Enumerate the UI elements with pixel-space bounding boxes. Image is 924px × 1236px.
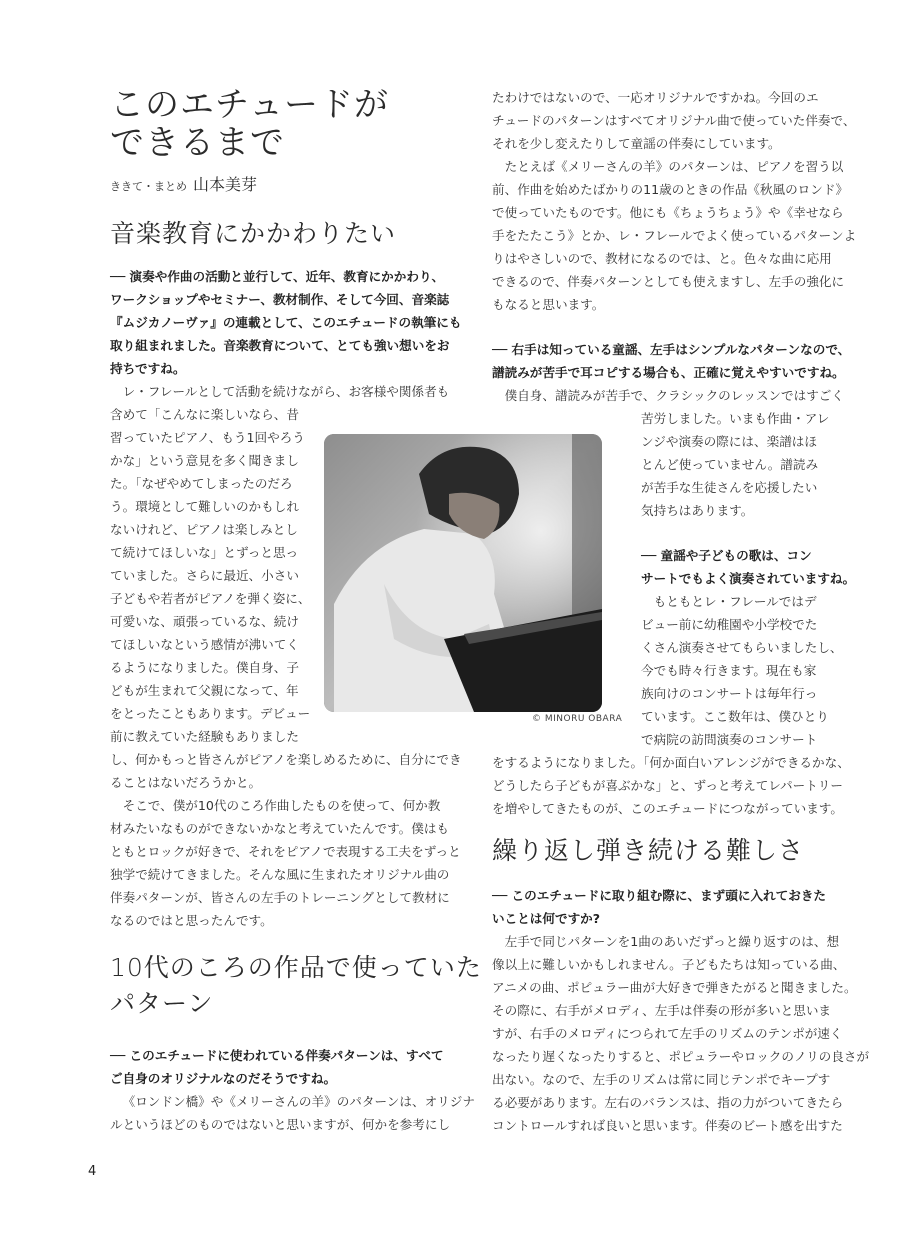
text-line: すが、右手のメロディにつられて左手のリズムのテンポが速く (492, 1026, 843, 1041)
section-heading-music-education: 音楽教育にかかわりたい (110, 219, 397, 248)
interview-question (492, 884, 826, 930)
text-line: ルというほどのものではないと思いますが、何かを参考にし (110, 1117, 451, 1132)
text-line: ワークショップやセミナー、教材制作、そして今回、音楽誌 (110, 292, 450, 307)
text-line: できるので、伴奏パターンとしても使えますし、左手の強化に (492, 274, 845, 289)
text-line: 持ちですね。 (110, 361, 186, 376)
text-line: チュードのパターンはすべてオリジナル曲で使っていた伴奏で、 (492, 113, 856, 128)
text-line: 手をたたこう》とか、レ・フレールでよく使っているパターンよ (492, 228, 857, 243)
text-line: ていました。さらに最近、小さい (110, 568, 299, 583)
text-line: 可愛いな、頑張っているな、続け (110, 614, 299, 629)
text-line: いことは何ですか? (492, 911, 601, 926)
text-line: 族向けのコンサートは毎年行っ (641, 686, 818, 701)
text-line: ビュー前に幼稚園や小学校でた (641, 617, 818, 632)
text-line: し、何かもっと皆さんがピアノを楽しめるために、自分にでき (110, 752, 462, 767)
text-line: 材みたいなものができないかなと考えていたんです。僕はも (110, 821, 450, 836)
body-paragraph (110, 380, 449, 403)
text-line: なったり遅くなったりすると、ポピュラーやロックのノリの良さが (492, 1049, 870, 1064)
text-line: 『ムジカノーヴァ』の連載として、このエチュードの執筆にも (110, 315, 462, 330)
interview-question (110, 1044, 444, 1090)
text-line: る必要があります。左右のバランスは、指の力がついてきたら (492, 1095, 844, 1110)
text-line: をするようになりました。「何か面白いアレンジができるかな、 (492, 755, 850, 770)
text-line: をとったこともあります。デビュー (110, 706, 311, 721)
text-line: なるのではと思ったんです。 (110, 913, 273, 928)
heading-line: 10代のころの作品で使っていた (110, 953, 482, 982)
text-line: ることはないだろうかと。 (110, 775, 262, 790)
article-title (110, 86, 470, 162)
text-line: 習っていたピアノ、もう1回やろう (110, 430, 305, 445)
body-paragraph-wrap (110, 403, 311, 748)
text-line: ── 童謡や子どもの歌は、コン (641, 548, 812, 563)
text-line: ともとロックが好きで、それをピアノで表現する工夫をずっと (110, 844, 461, 859)
text-line: くさん演奏させてもらいましたし、 (641, 640, 843, 655)
text-line: もなると思います。 (492, 297, 605, 312)
text-line: ── このエチュードに取り組む際に、まず頭に入れておきた (492, 888, 827, 903)
body-paragraph (492, 930, 869, 1137)
text-line: りはやさしいので、教材になるのでは、と。色々な曲に応用 (492, 251, 832, 266)
text-line: 像以上に難しいかもしれません。子どもたちは知っている曲、 (492, 957, 846, 972)
body-paragraph (492, 86, 855, 155)
text-line: かな」という意見を多く聞きまし (110, 453, 299, 468)
text-line: 《ロンドン橋》や《メリーさんの羊》のパターンは、オリジナ (122, 1094, 475, 1109)
body-paragraph (492, 751, 850, 820)
byline-name: 山本美芽 (193, 175, 258, 194)
text-line: 僕自身、譜読みが苦手で、クラシックのレッスンではすごく (504, 388, 844, 403)
section-heading-teenage-patterns (110, 950, 482, 1022)
body-paragraph-wrap (641, 590, 843, 751)
body-paragraph-wrap (641, 407, 829, 522)
title-line: できるまで (110, 123, 285, 163)
text-line: 子どもや若者がピアノを弾く姿に、 (110, 591, 311, 606)
body-paragraph (492, 384, 844, 407)
text-line: とんど使っていません。譜読み (641, 457, 819, 472)
body-paragraph (492, 155, 856, 316)
text-line: たとえば《メリーさんの羊》のパターンは、ピアノを習う以 (504, 159, 844, 174)
text-line: 取り組まれました。音楽教育について、とても強い想いをお (110, 338, 450, 353)
text-line: もともとレ・フレールではデ (653, 594, 817, 609)
text-line: 伴奏パターンが、皆さんの左手のトレーニングとして教材に (110, 890, 450, 905)
text-line: 気持ちはあります。 (641, 503, 754, 518)
text-line: ています。ここ数年は、僕ひとり (641, 709, 829, 724)
text-line: るようになりました。僕自身、子 (110, 660, 299, 675)
interview-question (641, 544, 855, 590)
text-line: ── 右手は知っている童謡、左手はシンプルなパターンなので、 (492, 342, 851, 357)
text-line: て続けてほしいな」とずっと思っ (110, 545, 299, 560)
title-line: このエチュードが (110, 85, 389, 125)
text-line: ── 演奏や作曲の活動と並行して、近年、教育にかかわり、 (110, 269, 445, 284)
section-heading-repetition: 繰り返し弾き続ける難しさ (492, 836, 805, 865)
text-line: 譜読みが苦手で耳コピする場合も、正確に覚えやすいですね。 (492, 365, 845, 380)
byline-role: ききて・まとめ (110, 180, 187, 193)
page-number: 4 (88, 1164, 97, 1179)
text-line: コントロールすれば良いと思います。伴奏のビート感を出すた (492, 1118, 843, 1133)
text-line: 苦労しました。いまも作曲・アレ (641, 411, 830, 426)
text-line: 出ない。なので、左手のリズムは常に同じテンポでキープす (492, 1072, 831, 1087)
body-paragraph (110, 748, 462, 794)
text-line: た。「なぜやめてしまったのだろ (110, 476, 293, 491)
text-line: そこで、僕が10代のころ作曲したものを使って、何か教 (122, 798, 441, 813)
byline (110, 172, 257, 195)
interview-question (492, 338, 850, 384)
text-line: 前、作曲を始めたばかりの11歳のときの作品《秋風のロンド》 (492, 182, 849, 197)
text-line: 前に教えていた経験もありました (110, 729, 299, 744)
text-line: その際に、右手がメロディ、左手は伴奏の形が多いと思いま (492, 1003, 832, 1018)
photo-credit: © MINORU OBARA (532, 714, 623, 724)
text-line: それを少し変えたりして童謡の伴奏にしています。 (492, 136, 781, 151)
text-line: ないけれど、ピアノは楽しみとし (110, 522, 298, 537)
text-line: が苦手な生徒さんを応援したい (641, 480, 818, 495)
interview-question (110, 265, 462, 380)
text-line: ご自身のオリジナルなのだそうですね。 (110, 1071, 337, 1086)
heading-line: パターン (110, 989, 214, 1018)
text-line: てほしいなという感情が沸いてく (110, 637, 299, 652)
text-line: 今でも時々行きます。現在も家 (641, 663, 817, 678)
photo-illustration (324, 434, 602, 712)
text-line: たわけではないので、一応オリジナルですかね。今回のエ (492, 90, 819, 105)
text-line: を増やしてきたものが、このエチュードにつながっています。 (492, 801, 843, 816)
text-line: レ・フレールとして活動を続けながら、お客様や関係者も (122, 384, 450, 399)
text-line: どうしたら子どもが喜ぶかな」と、ずっと考えてレパートリー (492, 778, 843, 793)
body-paragraph (110, 794, 461, 932)
text-line: ンジや演奏の際には、楽譜はほ (641, 434, 817, 449)
text-line: ── このエチュードに使われている伴奏パターンは、すべて (110, 1048, 444, 1063)
text-line: アニメの曲、ポピュラー曲が大好きで弾きたがると聞きました。 (492, 980, 857, 995)
text-line: う。環境として難しいのかもしれ (110, 499, 299, 514)
text-line: 含めて「こんなに楽しいなら、昔 (110, 407, 299, 422)
text-line: で使っていたものです。他にも《ちょうちょう》や《幸せなら (492, 205, 844, 220)
text-line: で病院の訪問演奏のコンサート (641, 732, 818, 747)
text-line: どもが生まれて父親になって、年 (110, 683, 299, 698)
pianist-photo (324, 434, 602, 712)
body-paragraph (110, 1090, 475, 1136)
text-line: 独学で続けてきました。そんな風に生まれたオリジナル曲の (110, 867, 450, 882)
text-line: 左手で同じパターンを1曲のあいだずっと繰り返すのは、想 (504, 934, 840, 949)
text-line: サートでもよく演奏されていますね。 (641, 571, 856, 586)
